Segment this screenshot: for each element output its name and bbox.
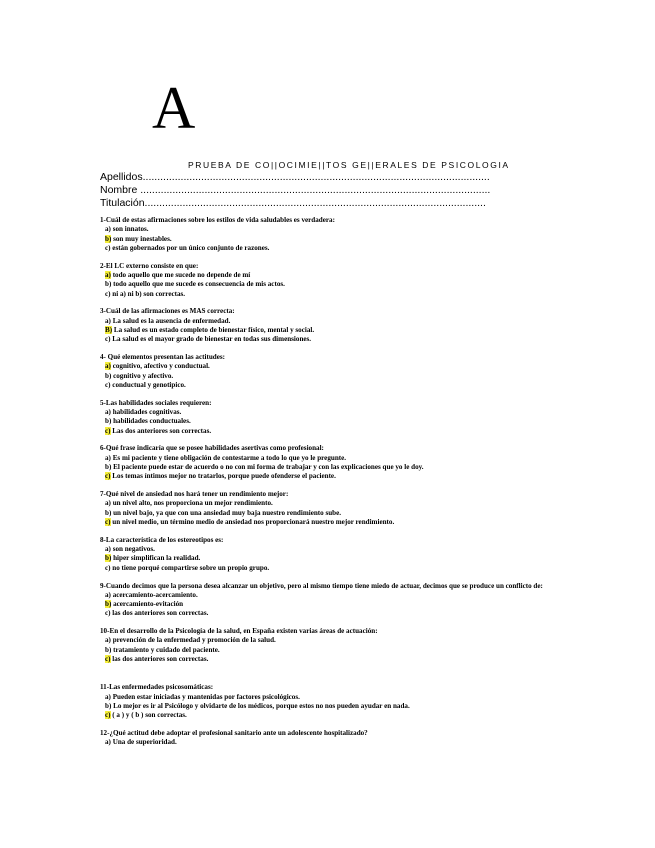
answer-option[interactable] <box>100 372 555 381</box>
highlighted-option-label: b) <box>105 234 112 243</box>
exam-version-letter: A <box>152 75 196 141</box>
option-label: a) <box>105 636 111 645</box>
option-text: habilidades cognitivas. <box>110 408 182 417</box>
option-text: acercamiento-evitación <box>111 600 184 609</box>
option-text: son innatos. <box>110 225 149 234</box>
option-label: c) <box>105 563 111 572</box>
answer-option[interactable] <box>100 454 555 463</box>
option-text: todo aquello que me sucede es consecuencia de mis actos. <box>111 280 285 289</box>
answer-option[interactable] <box>100 564 555 573</box>
question-3 <box>100 307 555 344</box>
option-text: El paciente puede estar de acuerdo o no con mi forma de trabajar y con las explicaciones que yo le doy. <box>111 463 424 472</box>
option-text: ( a ) y ( b ) son correctas. <box>110 711 187 720</box>
option-text: acercamiento-acercamiento. <box>110 590 198 599</box>
option-text: un nivel medio, un término medio de ansiedad nos proporcionará nuestro mejor rendimiento. <box>110 518 395 527</box>
answer-option[interactable] <box>100 225 555 234</box>
option-label: c) <box>105 243 111 252</box>
option-text: todo aquello que me sucede no depende de mí <box>110 270 251 279</box>
answer-option[interactable] <box>100 509 555 518</box>
option-label: a) <box>105 453 111 462</box>
answer-option[interactable] <box>100 655 555 664</box>
option-label: a) <box>105 738 111 747</box>
option-text: un nivel bajo, ya que con una ansiedad muy baja nuestro rendimiento sube. <box>111 508 342 517</box>
answer-option[interactable] <box>100 408 555 417</box>
highlighted-option-label: b) <box>105 600 112 609</box>
answer-option[interactable] <box>100 317 555 326</box>
answer-option[interactable] <box>100 235 555 244</box>
question-4 <box>100 353 555 390</box>
option-label: a) <box>105 499 111 508</box>
student-fields <box>100 171 500 210</box>
highlighted-option-label: c) <box>105 426 111 435</box>
answer-option[interactable] <box>100 335 555 344</box>
option-label: b) <box>105 371 112 380</box>
option-text: prevención de la enfermedad y promoción de la salud. <box>110 636 276 645</box>
answer-option[interactable] <box>100 417 555 426</box>
question-1 <box>100 216 555 253</box>
option-text: son negativos. <box>110 545 155 554</box>
option-text: hiper simplifican la realidad. <box>111 554 201 563</box>
option-text: La salud es la ausencia de enfermedad. <box>110 316 231 325</box>
question-stem: 6-Qué frase indicaría que se posee habilidades asertivas como profesional: <box>100 444 324 453</box>
option-text: son muy inestables. <box>111 234 172 243</box>
answer-option[interactable] <box>100 600 555 609</box>
answer-option[interactable] <box>100 381 555 390</box>
option-label: b) <box>105 280 112 289</box>
question-12 <box>100 729 555 748</box>
highlighted-option-label: a) <box>105 362 111 371</box>
option-text: Lo mejor es ir al Psicólogo y olvidarte de los médicos, porque estos no nos pueden ayudar en nada. <box>111 701 410 710</box>
answer-option[interactable] <box>100 499 555 508</box>
answer-option[interactable] <box>100 591 555 600</box>
option-label: b) <box>105 701 112 710</box>
answer-option[interactable] <box>100 554 555 563</box>
answer-option[interactable] <box>100 738 555 747</box>
question-7 <box>100 490 555 527</box>
answer-option[interactable] <box>100 427 555 436</box>
option-label: a) <box>105 316 111 325</box>
question-stem: 5-Las habilidades sociales requieren: <box>100 398 212 407</box>
answer-option[interactable] <box>100 290 555 299</box>
answer-option[interactable] <box>100 609 555 618</box>
question-6 <box>100 444 555 481</box>
option-text: Es mi paciente y tiene obligación de contestarme a todo lo que yo le pregunte. <box>110 453 347 462</box>
option-text: están gobernados por un único conjunto de razones. <box>110 243 270 252</box>
option-label: b) <box>105 417 112 426</box>
question-11 <box>100 683 555 720</box>
surname-field[interactable]: Apellidos....................................................................................................................... <box>100 171 490 183</box>
answer-option[interactable] <box>100 326 555 335</box>
question-stem: 2-El LC externo consiste en que: <box>100 261 199 270</box>
highlighted-option-label: c) <box>105 655 111 664</box>
answer-option[interactable] <box>100 472 555 481</box>
option-text: Los temas íntimos mejor no tratarlos, porque puede ofenderse el paciente. <box>110 472 336 481</box>
answer-option[interactable] <box>100 693 555 702</box>
answer-option[interactable] <box>100 636 555 645</box>
name-field[interactable]: Nombre ........................................................................................................................ <box>100 184 491 196</box>
option-text: ni a) ni b) son correctas. <box>110 289 186 298</box>
option-label: a) <box>105 225 111 234</box>
question-stem: 12-¿Qué actitud debe adoptar el profesional sanitario ante un adolescente hospitalizado? <box>100 729 368 738</box>
option-text: las dos anteriores son correctas. <box>110 655 209 664</box>
answer-option[interactable] <box>100 711 555 720</box>
question-stem: 10-En el desarrollo de la Psicología de la salud, en España existen varias áreas de actuación: <box>100 627 378 636</box>
option-text: La salud es el mayor grado de bienestar en todas sus dimensiones. <box>110 335 312 344</box>
degree-field[interactable]: Titulación..................................................................................................................... <box>100 197 486 209</box>
option-text: cognitivo y afectivo. <box>111 371 174 380</box>
option-label: a) <box>105 408 111 417</box>
option-label: b) <box>105 645 112 654</box>
option-text: La salud es un estado completo de bienestar físico, mental y social. <box>112 325 315 334</box>
question-10 <box>100 627 555 664</box>
option-label: c) <box>105 289 111 298</box>
question-stem: 9-Cuando decimos que la persona desea alcanzar un objetivo, pero al mismo tiempo tiene miedo de actuar, decimos que se produce un conflicto de: <box>100 581 543 590</box>
option-text: habilidades conductuales. <box>111 417 191 426</box>
exam-title: PRUEBA DE CO||OCIMIE||TOS GE||ERALES DE PSICOLOGIA <box>188 160 510 170</box>
question-5 <box>100 399 555 436</box>
option-text: Pueden estar iniciadas y mantenidas por factores psicológicos. <box>110 692 300 701</box>
option-text: tratamiento y cuidado del paciente. <box>111 645 220 654</box>
option-text: un nivel alto, nos proporciona un mejor rendimiento. <box>110 499 273 508</box>
answer-option[interactable] <box>100 545 555 554</box>
option-label: c) <box>105 609 111 618</box>
question-stem: 11-Las enfermedades psicosomáticas: <box>100 683 214 692</box>
question-9 <box>100 582 555 619</box>
highlighted-option-label: c) <box>105 472 111 481</box>
answer-option[interactable] <box>100 463 555 472</box>
highlighted-option-label: c) <box>105 518 111 527</box>
option-text: conductual y genotipico. <box>110 380 186 389</box>
option-label: a) <box>105 692 111 701</box>
question-stem: 7-Qué nivel de ansiedad nos hará tener un rendimiento mejor: <box>100 490 289 499</box>
question-stem: 8-La característica de los estereotipos es: <box>100 535 224 544</box>
answer-option[interactable] <box>100 518 555 527</box>
highlighted-option-label: b) <box>105 554 112 563</box>
question-8 <box>100 536 555 573</box>
question-stem: 4- Qué elementos presentan las actitudes: <box>100 353 225 362</box>
answer-option[interactable] <box>100 646 555 655</box>
highlighted-option-label: c) <box>105 711 111 720</box>
question-list <box>100 216 555 756</box>
option-label: c) <box>105 335 111 344</box>
answer-option[interactable] <box>100 362 555 371</box>
answer-option[interactable] <box>100 280 555 289</box>
answer-option[interactable] <box>100 244 555 253</box>
option-text: no tiene porqué compartirse sobre un propio grupo. <box>110 563 270 572</box>
highlighted-option-label: B) <box>105 325 113 334</box>
question-2 <box>100 262 555 299</box>
highlighted-option-label: a) <box>105 270 111 279</box>
option-text: cognitivo, afectivo y conductual. <box>110 362 210 371</box>
option-label: b) <box>105 508 112 517</box>
question-stem: 1-Cuál de estas afirmaciones sobre los estilos de vida saludables es verdadera: <box>100 216 335 224</box>
option-label: c) <box>105 380 111 389</box>
question-stem: 3-Cuál de las afirmaciones es MAS correcta: <box>100 307 235 316</box>
option-text: las dos anteriores son correctas. <box>110 609 209 618</box>
option-label: a) <box>105 590 111 599</box>
answer-option[interactable] <box>100 702 555 711</box>
option-label: b) <box>105 463 112 472</box>
answer-option[interactable] <box>100 271 555 280</box>
option-label: a) <box>105 545 111 554</box>
option-text: Una de superioridad. <box>110 738 177 747</box>
option-text: Las dos anteriores son correctas. <box>110 426 212 435</box>
